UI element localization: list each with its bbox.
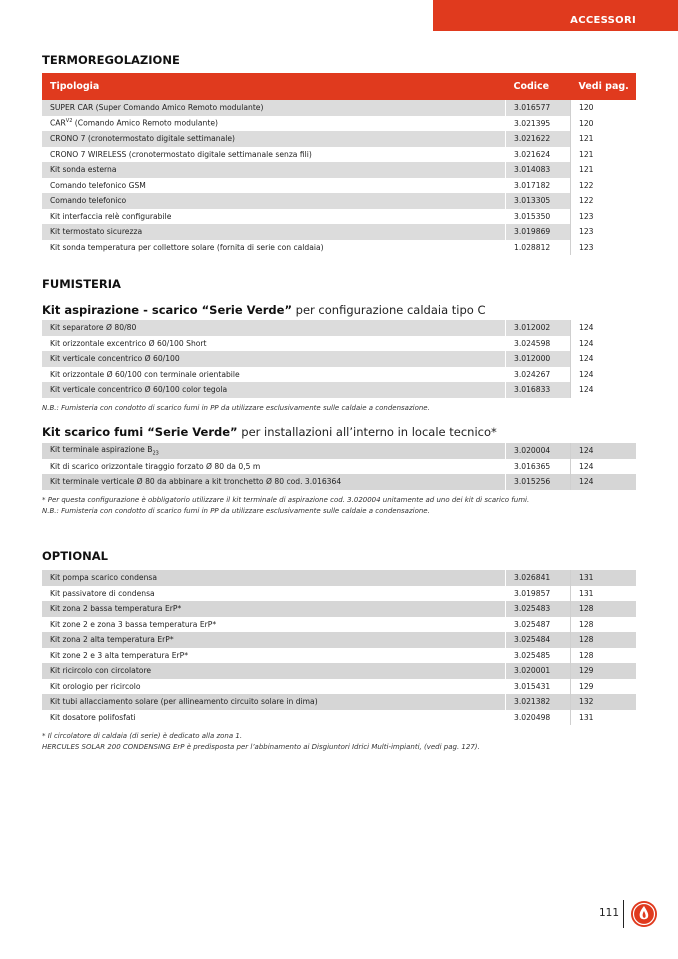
termoregolazione-title: TERMOREGOLAZIONE [42, 53, 180, 67]
row-code: 3.020001 [506, 663, 571, 679]
row-code: 3.016833 [506, 382, 571, 398]
row-code: 3.021382 [506, 694, 571, 710]
row-code: 3.026841 [506, 570, 571, 586]
row-page: 128 [571, 648, 637, 664]
table-row [42, 193, 636, 209]
row-code: 3.015431 [506, 679, 571, 695]
row-description: Comando telefonico GSM [42, 178, 506, 194]
row-page: 120 [571, 100, 637, 116]
row-description: Kit di scarico orizzontale tiraggio forzato Ø 80 da 0,5 m [42, 459, 506, 475]
row-description: Kit sonda esterna [42, 162, 506, 178]
row-description-text: Kit terminale aspirazione B [50, 444, 153, 454]
kit-scarico-title-rest: per installazioni all’interno in locale tecnico* [237, 425, 497, 439]
column-header-vedi-pag: Vedi pag. [571, 73, 637, 100]
row-description: Kit orizzontale excentrico Ø 60/100 Short [42, 336, 506, 352]
kit-aspirazione-table [42, 320, 636, 398]
row-description: Comando telefonico [42, 193, 506, 209]
table-row [42, 601, 636, 617]
row-page: 124 [571, 351, 637, 367]
row-code: 1.028812 [506, 240, 571, 256]
row-code: 3.014083 [506, 162, 571, 178]
row-page: 124 [571, 320, 637, 336]
kit-aspirazione-note: N.B.: Fumisteria con condotto di scarico fumi in PP da utilizzare esclusivamente sulle caldaie a condensazione. [42, 404, 430, 412]
row-page: 128 [571, 601, 637, 617]
section-label: ACCESSORI [570, 15, 636, 26]
table-row [42, 367, 636, 383]
row-code: 3.021395 [506, 116, 571, 132]
table-header-row [42, 73, 636, 100]
row-code: 3.021622 [506, 131, 571, 147]
row-code: 3.016365 [506, 459, 571, 475]
row-code: 3.012002 [506, 320, 571, 336]
row-code: 3.015350 [506, 209, 571, 225]
table-row [42, 209, 636, 225]
row-description: Kit dosatore polifosfati [42, 710, 506, 726]
table-row [42, 382, 636, 398]
row-description: Kit zone 2 e zona 3 bassa temperatura ErP* [42, 617, 506, 633]
kit-aspirazione-title-rest: per configurazione caldaia tipo C [292, 303, 486, 317]
row-code: 3.025484 [506, 632, 571, 648]
table-row [42, 224, 636, 240]
row-description-subscript: 23 [152, 450, 159, 457]
optional-note-2: HERCULES SOLAR 200 CONDENSING ErP è predisposta per l’abbinamento ai Disgiuntori Idrici Multi-impianti, (vedi pag. 127). [42, 743, 480, 751]
row-code: 3.025487 [506, 617, 571, 633]
row-code: 3.020498 [506, 710, 571, 726]
table-row [42, 679, 636, 695]
row-code: 3.016577 [506, 100, 571, 116]
table-row [42, 586, 636, 602]
row-page: 124 [571, 443, 637, 459]
column-header-tipologia: Tipologia [42, 73, 506, 100]
footer-divider [623, 900, 624, 928]
table-row [42, 116, 636, 132]
row-page: 120 [571, 116, 637, 132]
kit-scarico-title [42, 425, 497, 439]
row-description: Kit terminale verticale Ø 80 da abbinare a kit tronchetto Ø 80 cod. 3.016364 [42, 474, 506, 490]
row-description: Kit sonda temperatura per collettore solare (fornita di serie con caldaia) [42, 240, 506, 256]
row-description-text: (Comando Amico Remoto modulante) [72, 119, 218, 129]
row-description: Kit zona 2 alta temperatura ErP* [42, 632, 506, 648]
table-row [42, 320, 636, 336]
row-description: Kit pompa scarico condensa [42, 570, 506, 586]
row-code: 3.024267 [506, 367, 571, 383]
flame-logo-icon [630, 900, 658, 932]
optional-note-1: * Il circolatore di caldaia (di serie) è dedicato alla zona 1. [42, 732, 243, 740]
page-number: 111 [599, 907, 620, 919]
row-code: 3.019869 [506, 224, 571, 240]
row-page: 121 [571, 147, 637, 163]
row-page: 123 [571, 209, 637, 225]
row-page: 132 [571, 694, 637, 710]
row-description-text: CAR [50, 119, 66, 129]
row-description: CRONO 7 WIRELESS (cronotermostato digitale settimanale senza fili) [42, 147, 506, 163]
kit-scarico-title-bold: Kit scarico fumi “Serie Verde” [42, 425, 238, 439]
kit-aspirazione-title-bold: Kit aspirazione - scarico “Serie Verde” [42, 303, 293, 317]
table-row [42, 351, 636, 367]
row-code: 3.019857 [506, 586, 571, 602]
row-code: 3.015256 [506, 474, 571, 490]
row-page: 124 [571, 382, 637, 398]
row-code: 3.021624 [506, 147, 571, 163]
table-row [42, 131, 636, 147]
row-page: 124 [571, 367, 637, 383]
row-description: Kit ricircolo con circolatore [42, 663, 506, 679]
table-row [42, 694, 636, 710]
row-page: 131 [571, 710, 637, 726]
kit-aspirazione-title [42, 303, 486, 317]
kit-scarico-table [42, 443, 636, 490]
row-code: 3.025483 [506, 601, 571, 617]
row-page: 121 [571, 131, 637, 147]
row-description: Kit termostato sicurezza [42, 224, 506, 240]
optional-table [42, 570, 636, 725]
row-page: 128 [571, 632, 637, 648]
kit-scarico-note-2: N.B.: Fumisteria con condotto di scarico fumi in PP da utilizzare esclusivamente sulle caldaie a condensazione. [42, 507, 430, 515]
row-description: SUPER CAR (Super Comando Amico Remoto modulante) [42, 100, 506, 116]
row-page: 123 [571, 240, 637, 256]
column-header-codice: Codice [506, 73, 571, 100]
section-header-bar [433, 0, 678, 31]
row-code: 3.017182 [506, 178, 571, 194]
table-row [42, 100, 636, 116]
row-description [42, 443, 506, 459]
table-row [42, 240, 636, 256]
row-page: 121 [571, 162, 637, 178]
kit-scarico-note-1: * Per questa configurazione è obbligatorio utilizzare il kit terminale di aspirazione cod. 3.020004 unitamente ad uno dei kit di scarico fumi. [42, 496, 530, 504]
table-row [42, 162, 636, 178]
table-row [42, 663, 636, 679]
row-page: 124 [571, 459, 637, 475]
row-description: Kit separatore Ø 80/80 [42, 320, 506, 336]
row-page: 123 [571, 224, 637, 240]
row-code: 3.013305 [506, 193, 571, 209]
table-row [42, 632, 636, 648]
row-description: Kit zona 2 bassa temperatura ErP* [42, 601, 506, 617]
table-row [42, 147, 636, 163]
table-row [42, 336, 636, 352]
row-page: 128 [571, 617, 637, 633]
row-description: Kit verticale concentrico Ø 60/100 [42, 351, 506, 367]
row-page: 131 [571, 586, 637, 602]
table-row [42, 570, 636, 586]
row-code: 3.025485 [506, 648, 571, 664]
row-code: 3.020004 [506, 443, 571, 459]
row-description: Kit verticale concentrico Ø 60/100 color tegola [42, 382, 506, 398]
row-description: Kit orologio per ricircolo [42, 679, 506, 695]
row-page: 129 [571, 679, 637, 695]
fumisteria-title: FUMISTERIA [42, 277, 121, 291]
row-description: CRONO 7 (cronotermostato digitale settimanale) [42, 131, 506, 147]
table-row [42, 443, 636, 459]
table-row [42, 710, 636, 726]
row-page: 122 [571, 178, 637, 194]
row-description [42, 116, 506, 132]
row-code: 3.012000 [506, 351, 571, 367]
row-description: Kit interfaccia relè configurabile [42, 209, 506, 225]
row-page: 124 [571, 474, 637, 490]
termoregolazione-table [42, 73, 636, 255]
table-row [42, 459, 636, 475]
row-page: 122 [571, 193, 637, 209]
row-description: Kit tubi allacciamento solare (per allineamento circuito solare in dima) [42, 694, 506, 710]
row-description: Kit passivatore di condensa [42, 586, 506, 602]
row-description-superscript: V2 [65, 118, 73, 125]
row-description: Kit orizzontale Ø 60/100 con terminale orientabile [42, 367, 506, 383]
table-row [42, 178, 636, 194]
row-page: 131 [571, 570, 637, 586]
row-page: 129 [571, 663, 637, 679]
row-code: 3.024598 [506, 336, 571, 352]
table-row [42, 617, 636, 633]
table-row [42, 474, 636, 490]
table-row [42, 648, 636, 664]
optional-title: OPTIONAL [42, 549, 108, 563]
row-page: 124 [571, 336, 637, 352]
row-description: Kit zone 2 e 3 alta temperatura ErP* [42, 648, 506, 664]
